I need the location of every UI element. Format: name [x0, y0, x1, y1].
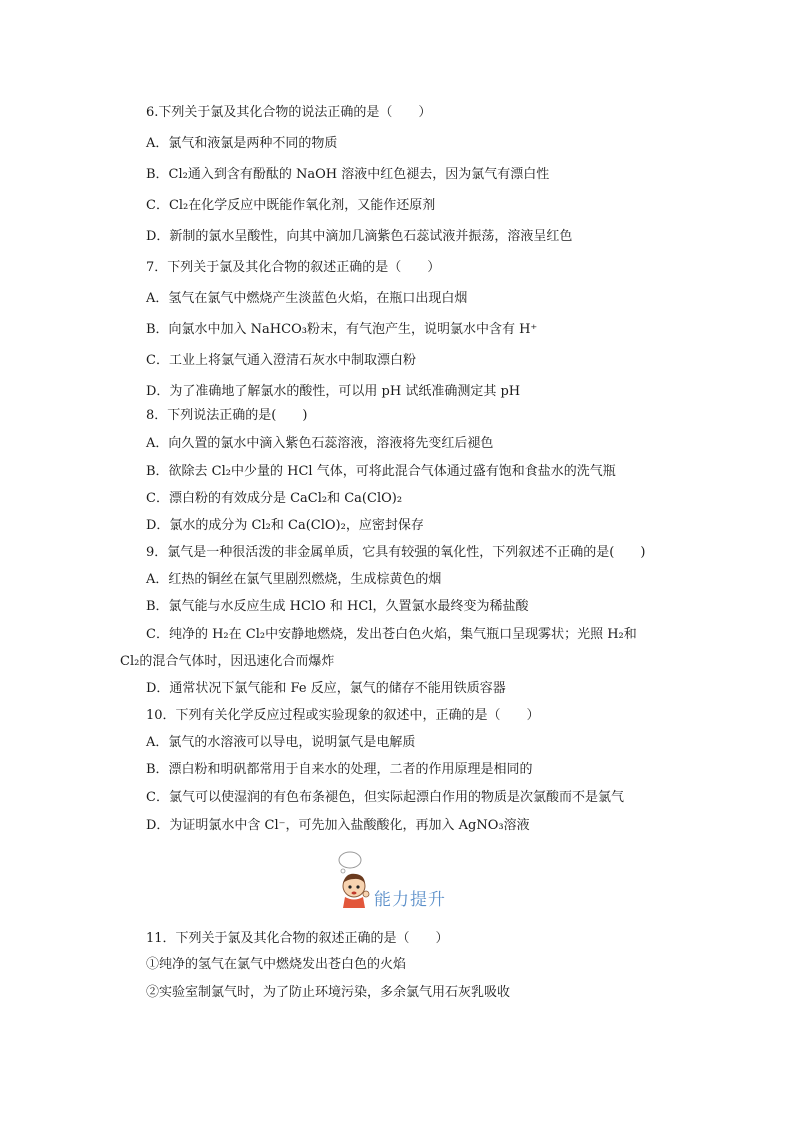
- answer-option: C．漂白粉的有效成分是 CaCl₂和 Ca(ClO)₂: [146, 491, 403, 506]
- answer-option: A．氯气的水溶液可以导电，说明氯气是电解质: [146, 735, 416, 750]
- answer-option: A．氯气和液氯是两种不同的物质: [146, 136, 338, 151]
- answer-option: ①纯净的氢气在氯气中燃烧发出苍白色的火焰: [146, 957, 407, 972]
- answer-option: ②实验室制氯气时，为了防止环境污染，多余氯气用石灰乳吸收: [146, 985, 511, 1000]
- question-stem: 6.下列关于氯及其化合物的说法正确的是（ ）: [146, 105, 432, 120]
- text-continuation: Cl₂的混合气体时，因迅速化合而爆炸: [120, 654, 335, 669]
- answer-option: B．欲除去 Cl₂中少量的 HCl 气体，可将此混合气体通过盛有饱和食盐水的洗气瓶: [146, 464, 616, 479]
- answer-option: C．纯净的 H₂在 Cl₂中安静地燃烧，发出苍白色火焰，集气瓶口呈现雾状；光照 H₂和: [146, 627, 637, 642]
- answer-option: A．氢气在氯气中燃烧产生淡蓝色火焰，在瓶口出现白烟: [146, 291, 468, 306]
- answer-option: C．氯气可以使湿润的有色布条褪色，但实际起漂白作用的物质是次氯酸而不是氯气: [146, 790, 624, 805]
- answer-option: B．漂白粉和明矾都常用于自来水的处理，二者的作用原理是相同的: [146, 762, 533, 777]
- question-stem: 11．下列关于氯及其化合物的叙述正确的是（ ）: [146, 931, 449, 946]
- answer-option: D．为了准确地了解氯水的酸性，可以用 pH 试纸准确测定其 pH: [146, 384, 521, 399]
- answer-option: B．向氯水中加入 NaHCO₃粉末，有气泡产生，说明氯水中含有 H⁺: [146, 322, 538, 337]
- question-stem: 7．下列关于氯及其化合物的叙述正确的是（ ）: [146, 260, 441, 275]
- answer-option: B．Cl₂通入到含有酚酞的 NaOH 溶液中红色褪去，因为氯气有漂白性: [146, 167, 550, 182]
- answer-option: B．氯气能与水反应生成 HClO 和 HCl，久置氯水最终变为稀盐酸: [146, 599, 529, 614]
- answer-option: A．红热的铜丝在氯气里剧烈燃烧，生成棕黄色的烟: [146, 572, 442, 587]
- question-stem: 9．氯气是一种很活泼的非金属单质，它具有较强的氧化性，下列叙述不正确的是( ): [146, 545, 646, 560]
- answer-option: A．向久置的氯水中滴入紫色石蕊溶液，溶液将先变红后褪色: [146, 436, 494, 451]
- answer-option: C．Cl₂在化学反应中既能作氧化剂，又能作还原剂: [146, 198, 436, 213]
- answer-option: D．新制的氯水呈酸性，向其中滴加几滴紫色石蕊试液并振荡，溶液呈红色: [146, 229, 573, 244]
- section-title: 能力提升: [374, 890, 446, 910]
- answer-option: C．工业上将氯气通入澄清石灰水中制取漂白粉: [146, 353, 416, 368]
- question-stem: 8．下列说法正确的是( ): [146, 408, 308, 423]
- question-stem: 10．下列有关化学反应过程或实验现象的叙述中，正确的是（ ）: [146, 708, 540, 723]
- answer-option: D．通常状况下氯气能和 Fe 反应，氯气的储存不能用铁质容器: [146, 681, 506, 696]
- answer-option: D．为证明氯水中含 Cl⁻，可先加入盐酸酸化，再加入 AgNO₃溶液: [146, 818, 530, 833]
- answer-option: D．氯水的成分为 Cl₂和 Ca(ClO)₂，应密封保存: [146, 518, 424, 533]
